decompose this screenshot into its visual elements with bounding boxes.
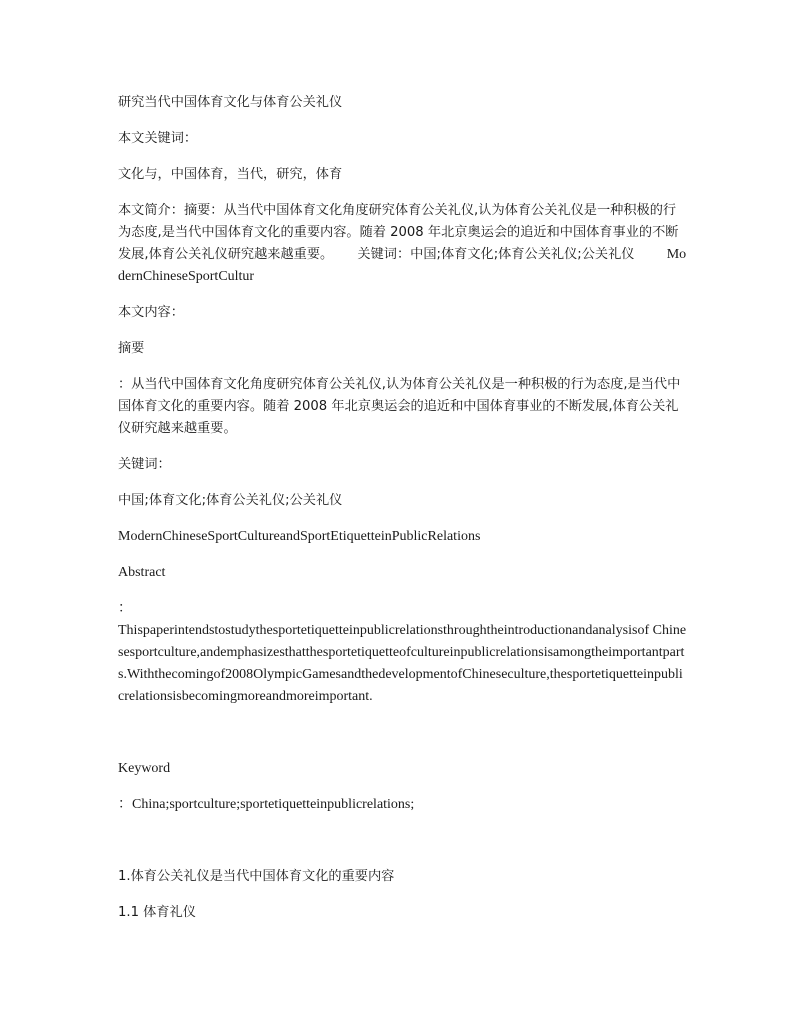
summary-text: 摘要：从当代中国体育文化角度研究体育公关礼仪,认为体育公关礼仪是一种积极的行为态度,是当代中国体育文化的重要内容。随着 2008 年北京奥运会的追近和中国体育事业的不断发展,体育公关礼仪研究越来越重要。 [118,203,679,262]
summary-english: ModernChineseSportCultur [118,247,687,284]
keywords-text: 文化与，中国体育，当代，研究，体育 [118,167,343,182]
keyword-en-heading: Keyword [118,761,171,776]
abstract-cn-heading: 摘要 [118,341,145,356]
document-title: 研究当代中国体育文化与体育公关礼仪 [118,95,343,110]
abstract-en-text: Thispaperintendstostudythesportetiquetteinpublicrelationsthroughtheintroductionandanalysisof Chinesesportculture,andemphasizesthatthesportetiquetteofcultureinpublicrelationsisamongtheimportantparts.Withthecomingof2008OlympicGamesandthedevelopmentofChineseculture,thesportetiquetteinpublicrelationsisbecomingmoreandmoreimportant. [118,623,687,704]
abstract-cn-text: ：从当代中国体育文化角度研究体育公关礼仪,认为体育公关礼仪是一种积极的行为态度,是当代中国体育文化的重要内容。随着 2008 年北京奥运会的追近和中国体育事业的不断发展,体育公关礼仪研究越来越重要。 [118,377,681,436]
section-1-heading: 1.体育公关礼仪是当代中国体育文化的重要内容 [118,869,395,884]
keyword-en-text: ：China;sportculture;sportetiquetteinpublicrelations; [118,797,415,812]
summary-keywords: 关键词：中国;体育文化;体育公关礼仪;公关礼仪 [357,247,635,262]
keywords-cn-text: 中国;体育文化;体育公关礼仪;公关礼仪 [118,493,343,508]
abstract-en-block [118,598,688,708]
summary-block [118,200,688,288]
abstract-en-colon: ： [118,601,132,616]
content-label: 本文内容： [118,305,184,320]
document-page [118,92,688,938]
keywords-label: 本文关键词： [118,131,198,146]
keywords-cn-heading: 关键词： [118,457,171,472]
abstract-en-heading: Abstract [118,565,166,580]
summary-label: 本文简介： [118,203,184,218]
section-1-1-heading: 1.1 体育礼仪 [118,905,196,920]
english-title: ModernChineseSportCultureandSportEtiquetteinPublicRelations [118,529,481,544]
